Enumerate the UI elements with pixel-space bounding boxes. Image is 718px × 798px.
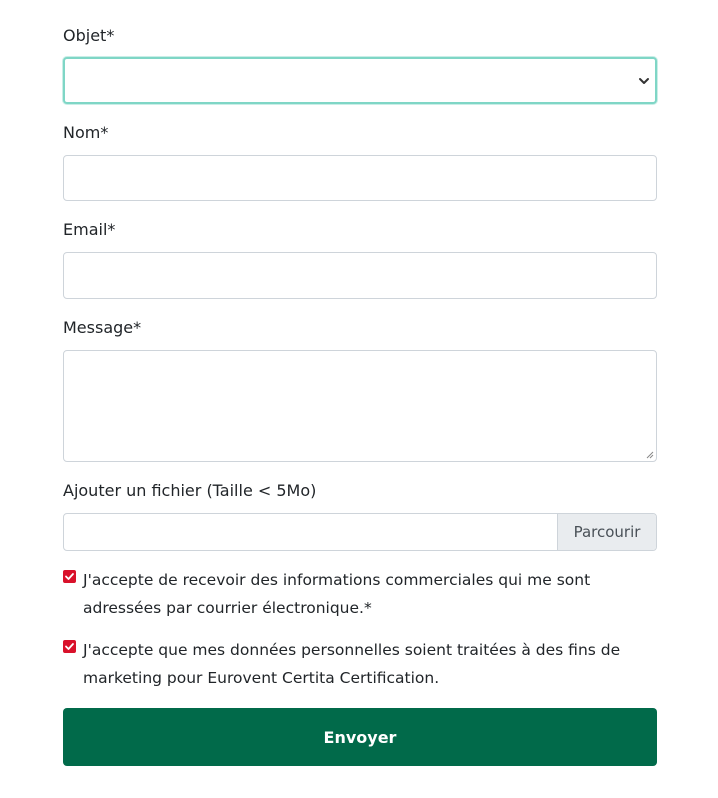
consent-marketing-checkbox[interactable] (63, 640, 76, 653)
email-input[interactable] (63, 252, 657, 299)
consent-commercial-text: J'accepte de recevoir des informations commerciales qui me sont adressées par courrier électronique.* (83, 571, 591, 617)
consent-commercial-checkbox[interactable] (63, 570, 76, 583)
chevron-down-icon (637, 74, 651, 88)
name-label: Nom* (63, 123, 109, 142)
browse-button[interactable]: Parcourir (557, 514, 656, 550)
checkmark-icon (64, 571, 75, 582)
message-textarea[interactable] (63, 350, 657, 462)
resize-grip-icon[interactable] (646, 451, 654, 459)
consent-marketing-text: J'accepte que mes données personnelles soient traitées à des fins de marketing pour Eurovent Certita Certification. (83, 641, 621, 687)
subject-select[interactable] (63, 57, 657, 104)
submit-button[interactable]: Envoyer (63, 708, 657, 766)
subject-label: Objet* (63, 26, 115, 45)
email-label: Email* (63, 220, 116, 239)
name-input[interactable] (63, 155, 657, 201)
file-label: Ajouter un fichier (Taille < 5Mo) (63, 481, 317, 500)
consent-commercial-row (63, 566, 657, 622)
message-label: Message* (63, 318, 142, 337)
checkmark-icon (64, 641, 75, 652)
file-input[interactable] (63, 513, 657, 551)
consent-marketing-row (63, 636, 657, 692)
